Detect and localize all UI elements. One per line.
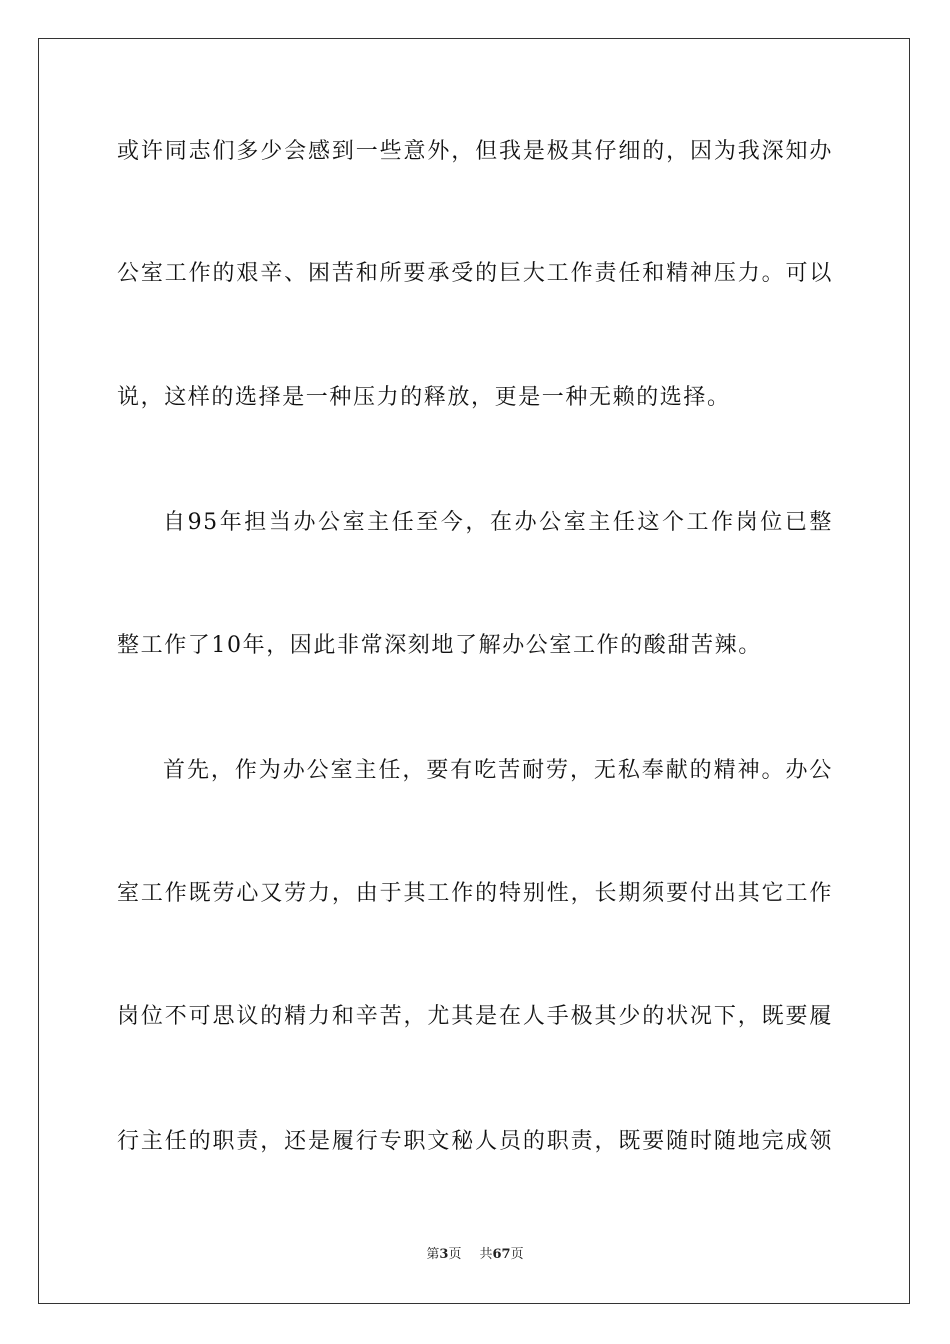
total-pages: 67 xyxy=(492,1247,511,1262)
body-text-line: 或许同志们多少会感到一些意外，但我是极其仔细的，因为我深知办 xyxy=(117,139,833,164)
body-text-line: 公室工作的艰辛、困苦和所要承受的巨大工作责任和精神压力。可以 xyxy=(117,261,833,286)
page-footer xyxy=(0,1246,950,1264)
page-suffix: 页 xyxy=(448,1247,462,1262)
body-text-line: 室工作既劳心又劳力，由于其工作的特别性，长期须要付出其它工作 xyxy=(117,881,833,906)
total-prefix: 共 xyxy=(479,1247,493,1262)
page-number: 3 xyxy=(439,1247,449,1262)
total-suffix: 页 xyxy=(510,1247,524,1262)
paragraph-first-line: 自95年担当办公室主任至今，在办公室主任这个工作岗位已整 xyxy=(163,510,833,535)
page-prefix: 第 xyxy=(426,1247,440,1262)
body-text-line: 行主任的职责，还是履行专职文秘人员的职责，既要随时随地完成领 xyxy=(117,1129,833,1154)
paragraph-first-line: 首先，作为办公室主任，要有吃苦耐劳，无私奉献的精神。办公 xyxy=(163,758,833,783)
body-text-line: 岗位不可思议的精力和辛苦，尤其是在人手极其少的状况下，既要履 xyxy=(117,1004,833,1029)
page-border xyxy=(38,38,910,1304)
body-text-line: 说，这样的选择是一种压力的释放，更是一种无赖的选择。 xyxy=(117,385,731,410)
body-text-line: 整工作了10年，因此非常深刻地了解办公室工作的酸甜苦辣。 xyxy=(117,633,762,658)
